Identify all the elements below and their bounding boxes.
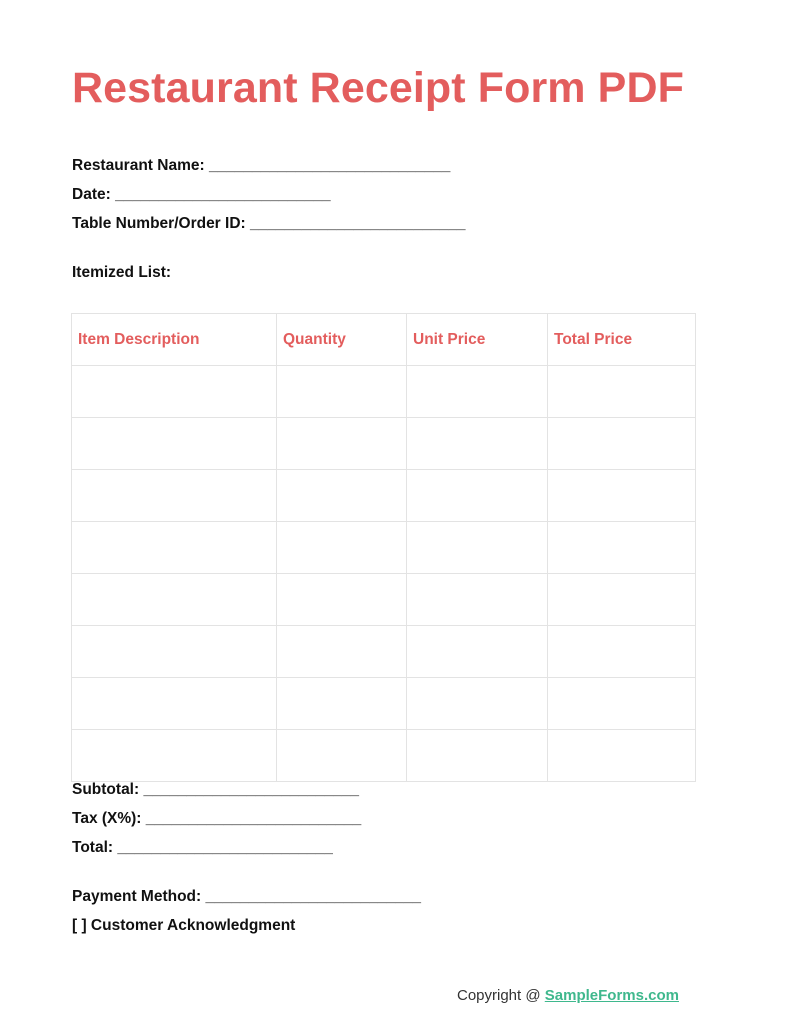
table-row	[72, 574, 696, 626]
table-row	[72, 418, 696, 470]
table-cell[interactable]	[407, 574, 548, 626]
table-order-field[interactable]: Table Number/Order ID: _________________________	[72, 215, 466, 232]
table-cell[interactable]	[407, 678, 548, 730]
table-cell[interactable]	[277, 574, 407, 626]
table-cell[interactable]	[407, 730, 548, 782]
restaurant-name-field[interactable]: Restaurant Name: ____________________________	[72, 157, 451, 174]
table-header-row	[72, 314, 696, 366]
table-cell[interactable]	[407, 522, 548, 574]
table-row	[72, 470, 696, 522]
table-cell[interactable]	[548, 678, 696, 730]
page-title: Restaurant Receipt Form PDF	[72, 64, 684, 112]
table-row	[72, 626, 696, 678]
payment-method-field[interactable]: Payment Method: _________________________	[72, 888, 421, 905]
subtotal-field[interactable]: Subtotal: _________________________	[72, 781, 359, 798]
table-row	[72, 678, 696, 730]
table-cell[interactable]	[277, 522, 407, 574]
header-item-description: Item Description	[72, 314, 277, 366]
table-row	[72, 522, 696, 574]
table-cell[interactable]	[72, 522, 277, 574]
table-cell[interactable]	[548, 574, 696, 626]
table-cell[interactable]	[407, 418, 548, 470]
header-unit-price: Unit Price	[407, 314, 548, 366]
customer-acknowledgment-checkbox[interactable]: [ ] Customer Acknowledgment	[72, 917, 296, 934]
itemized-table	[71, 313, 696, 782]
table-cell[interactable]	[72, 626, 277, 678]
table-cell[interactable]	[277, 678, 407, 730]
table-row	[72, 730, 696, 782]
table-cell[interactable]	[277, 626, 407, 678]
header-quantity: Quantity	[277, 314, 407, 366]
table-cell[interactable]	[277, 470, 407, 522]
table-cell[interactable]	[407, 626, 548, 678]
table-cell[interactable]	[407, 366, 548, 418]
table-cell[interactable]	[72, 366, 277, 418]
tax-field[interactable]: Tax (X%): _________________________	[72, 810, 362, 827]
table-cell[interactable]	[277, 418, 407, 470]
table-cell[interactable]	[72, 678, 277, 730]
table-cell[interactable]	[548, 522, 696, 574]
table-cell[interactable]	[548, 366, 696, 418]
table-cell[interactable]	[407, 470, 548, 522]
table-cell[interactable]	[548, 626, 696, 678]
itemized-list-label: Itemized List:	[72, 264, 172, 281]
table-cell[interactable]	[72, 574, 277, 626]
table-cell[interactable]	[72, 730, 277, 782]
total-field[interactable]: Total: _________________________	[72, 839, 333, 856]
table-cell[interactable]	[548, 418, 696, 470]
table-cell[interactable]	[277, 366, 407, 418]
table-row	[72, 366, 696, 418]
copyright-footer	[457, 987, 679, 1004]
copyright-text: Copyright @	[457, 987, 545, 1004]
table-cell[interactable]	[72, 418, 277, 470]
brand-link[interactable]: SampleForms.com	[544, 987, 679, 1004]
date-field[interactable]: Date: _________________________	[72, 186, 331, 203]
table-cell[interactable]	[548, 730, 696, 782]
table-cell[interactable]	[277, 730, 407, 782]
table-cell[interactable]	[548, 470, 696, 522]
header-total-price: Total Price	[548, 314, 696, 366]
table-cell[interactable]	[72, 470, 277, 522]
